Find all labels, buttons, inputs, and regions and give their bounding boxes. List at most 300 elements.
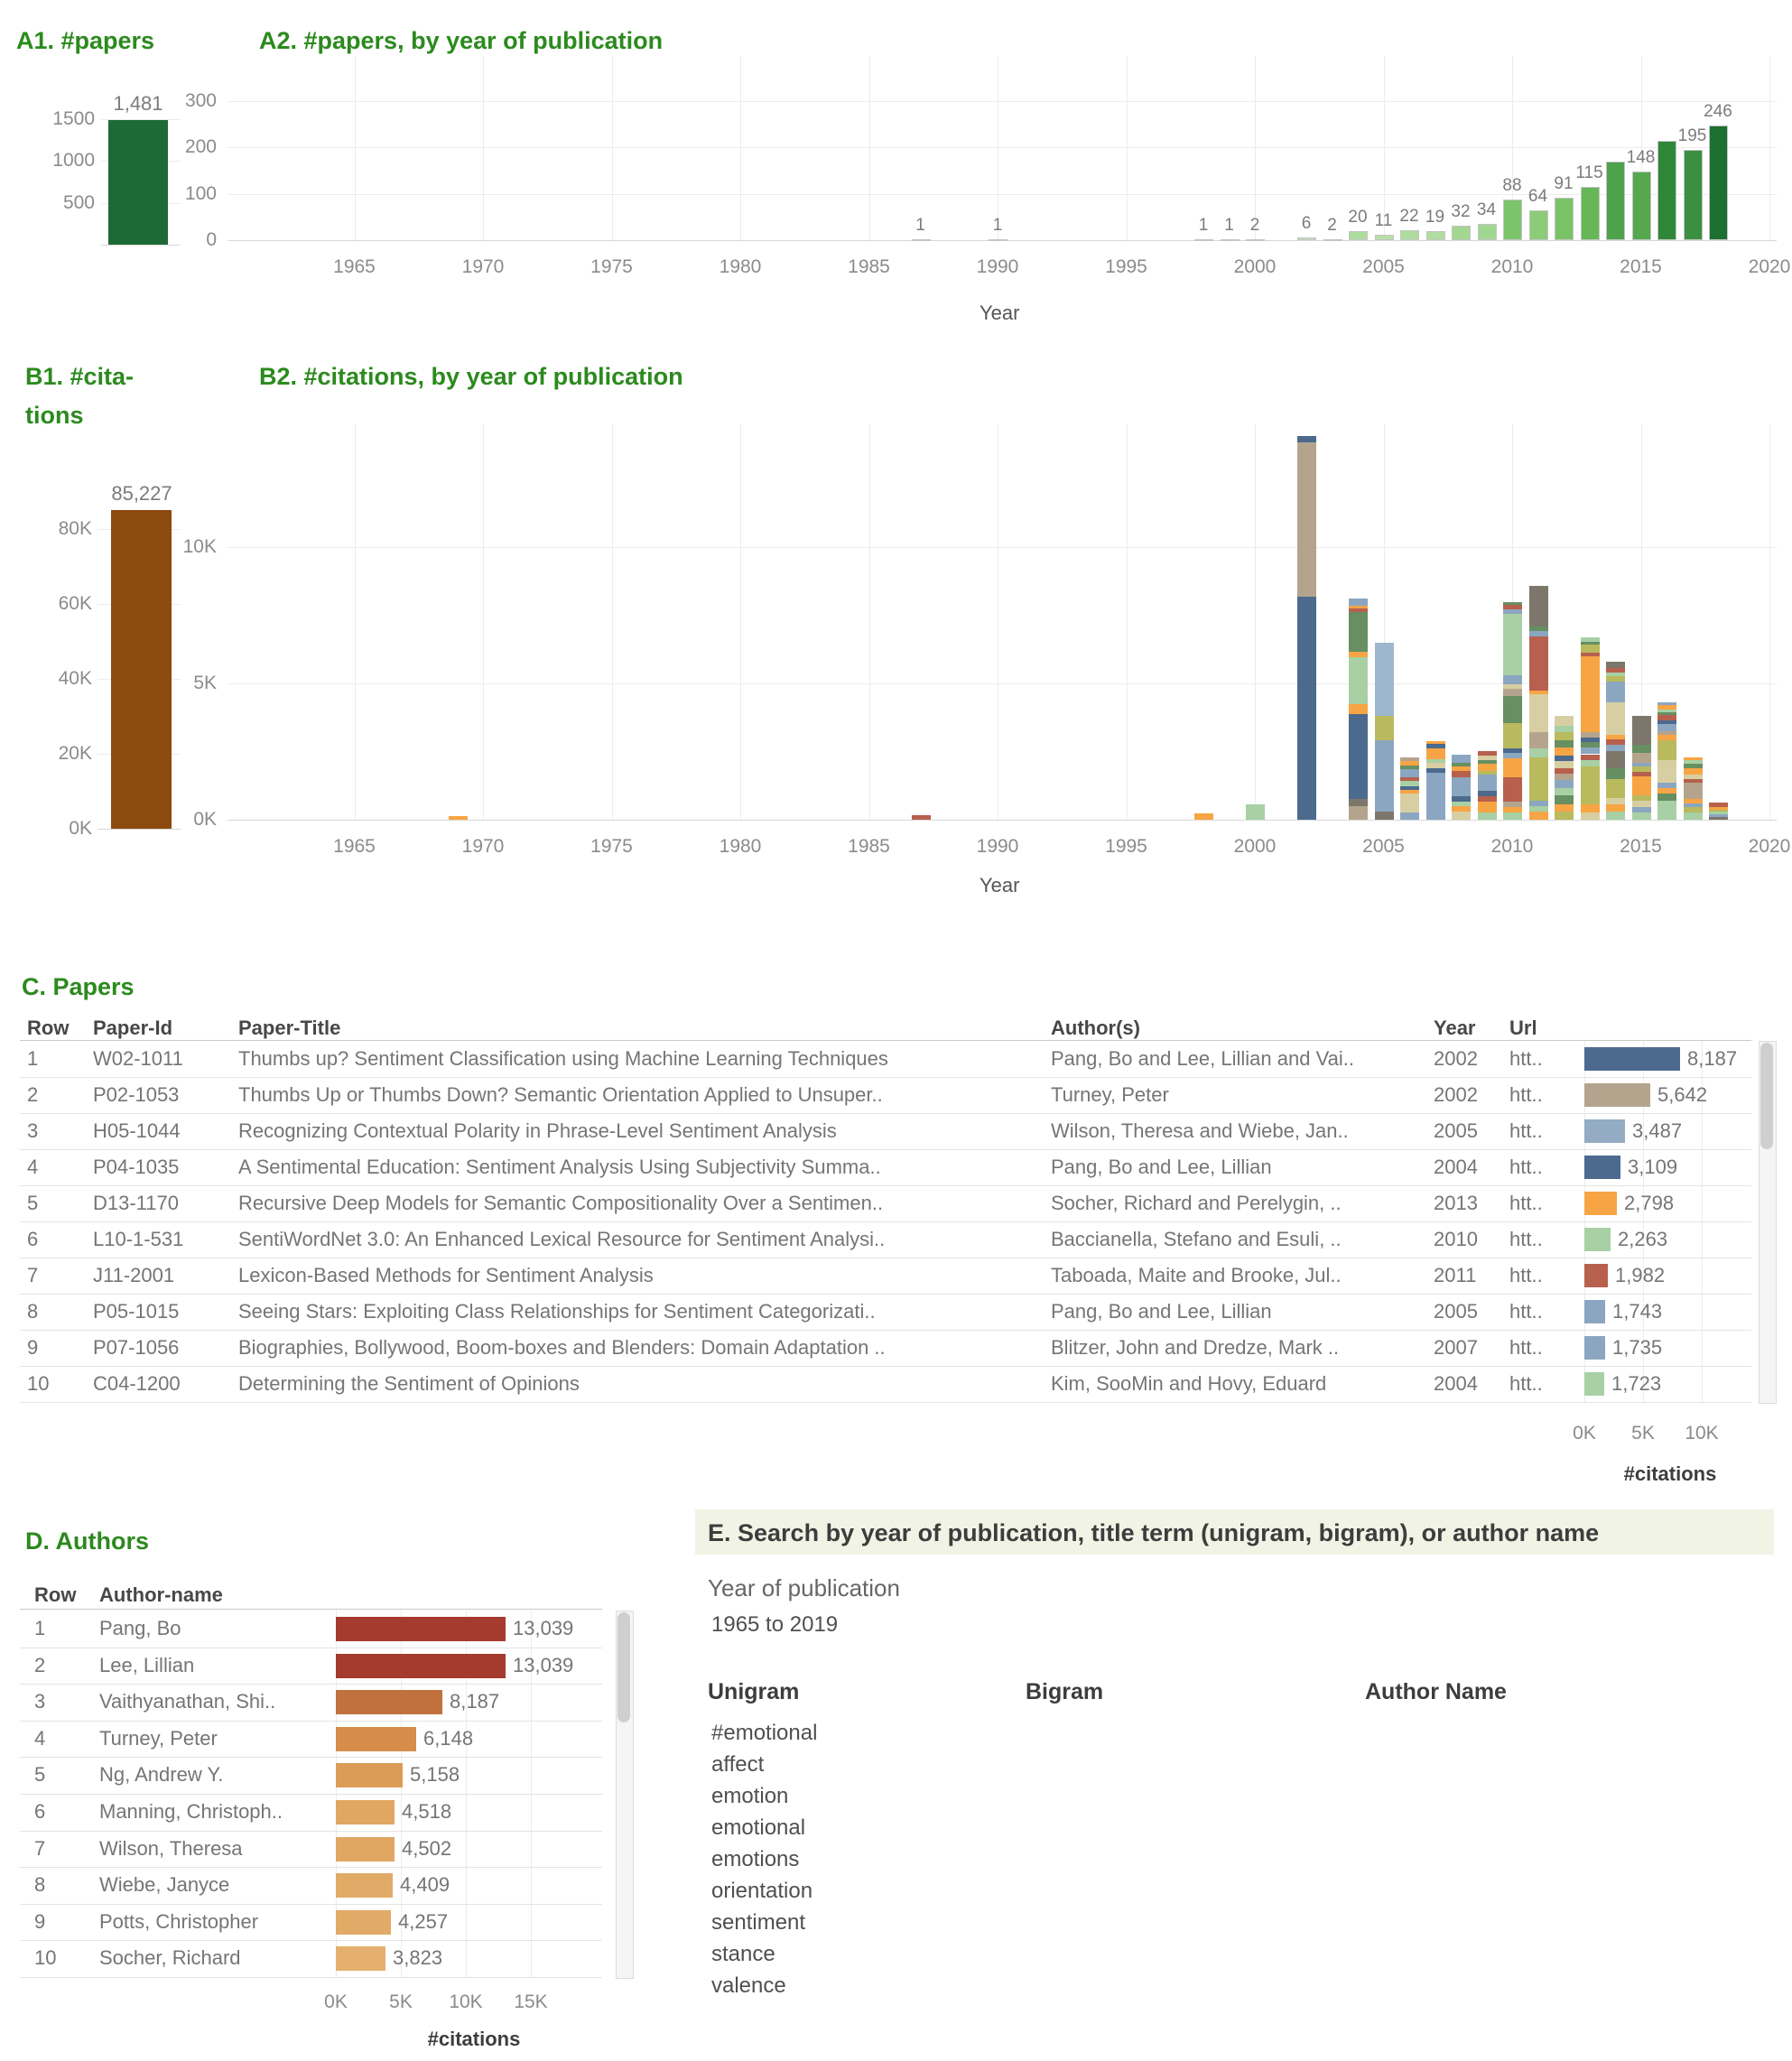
b2-bar-segment[interactable] <box>1503 696 1522 723</box>
b2-bar-segment[interactable] <box>1529 636 1548 691</box>
b2-bar-segment[interactable] <box>1529 627 1548 631</box>
b2-bar-segment[interactable] <box>1657 788 1676 794</box>
b2-bar-segment[interactable] <box>1555 732 1574 740</box>
b2-bar-segment[interactable] <box>1452 771 1471 778</box>
b2-bar-segment[interactable] <box>1529 586 1548 627</box>
unigram-item[interactable]: emotional <box>711 1815 806 1840</box>
papers-table-row[interactable] <box>20 1149 1751 1186</box>
b2-bar-segment[interactable] <box>1400 812 1419 820</box>
papers-table-row[interactable] <box>20 1294 1751 1331</box>
unigram-list-header: Unigram <box>708 1679 800 1704</box>
b2-bar-segment[interactable] <box>1606 751 1625 767</box>
authors-citations-bar[interactable] <box>336 1727 416 1751</box>
b2-bar-segment[interactable] <box>1400 757 1419 761</box>
b2-bar-segment[interactable] <box>1452 763 1471 766</box>
b2-bar-segment[interactable] <box>1452 777 1471 796</box>
b2-bar-segment[interactable] <box>1657 710 1676 712</box>
b2-bar-segment[interactable] <box>1581 642 1600 645</box>
b2-bar-segment[interactable] <box>1684 764 1703 768</box>
b2-bar-segment[interactable] <box>1606 735 1625 739</box>
b2-bar-segment[interactable] <box>1657 731 1676 736</box>
b2-xtick: 1975 <box>590 836 633 857</box>
authors-row-name: Socher, Richard <box>99 1946 241 1970</box>
b2-bar-segment[interactable] <box>1349 714 1368 799</box>
b2-bar-segment[interactable] <box>1426 759 1445 763</box>
a2-bar[interactable] <box>1657 141 1676 240</box>
a2-bar[interactable] <box>1555 198 1574 240</box>
b2-bar-segment[interactable] <box>1349 652 1368 657</box>
b2-bar-segment[interactable] <box>1606 668 1625 673</box>
b2-bar-segment[interactable] <box>1581 766 1600 804</box>
b2-bar-segment[interactable] <box>1529 748 1548 757</box>
b2-bar-segment[interactable] <box>1452 766 1471 771</box>
b2-bar-segment[interactable] <box>1426 748 1445 759</box>
b2-bar-segment[interactable] <box>1684 799 1703 803</box>
b2-bar-segment[interactable] <box>1606 739 1625 745</box>
b2-bar-segment[interactable] <box>1503 802 1522 807</box>
b2-bar-segment[interactable] <box>1503 807 1522 812</box>
b2-bar-segment[interactable] <box>1632 795 1651 801</box>
authors-citations-axis-title: #citations <box>427 2028 521 2050</box>
authors-table-row[interactable] <box>20 1757 602 1795</box>
b2-bar-segment[interactable] <box>1426 768 1445 773</box>
authors-table-row[interactable] <box>20 1831 602 1869</box>
a2-bar[interactable] <box>1297 237 1316 240</box>
a2-bar[interactable] <box>1684 150 1703 240</box>
b2-bar-segment[interactable] <box>1555 795 1574 805</box>
papers-citations-bar[interactable] <box>1584 1300 1605 1323</box>
b2-bar-segment[interactable] <box>1426 744 1445 748</box>
b2-bar-segment[interactable] <box>1632 807 1651 812</box>
b2-bar-segment[interactable] <box>1606 676 1625 682</box>
b2-xtick: 2015 <box>1620 836 1662 857</box>
b2-bar-segment[interactable] <box>1503 614 1522 675</box>
authors-citations-bar[interactable] <box>336 1763 403 1787</box>
a2-ytick: 0 <box>206 229 217 250</box>
b2-bar-segment[interactable] <box>1632 801 1651 808</box>
authors-citations-bar[interactable] <box>336 1654 506 1678</box>
b2-bar-segment[interactable] <box>1452 796 1471 802</box>
papers-row-id: L10-1-531 <box>93 1228 184 1250</box>
papers-scrollbar-thumb[interactable] <box>1760 1043 1773 1149</box>
a2-bar[interactable] <box>1709 125 1728 240</box>
b2-bar-segment[interactable] <box>1529 806 1548 812</box>
a2-bar[interactable] <box>1426 231 1445 240</box>
b2-bar-segment[interactable] <box>1375 716 1394 740</box>
a2-bar[interactable] <box>1632 172 1651 240</box>
papers-citations-bar[interactable] <box>1584 1192 1617 1215</box>
b2-bar-segment[interactable] <box>1581 760 1600 767</box>
a2-bar[interactable] <box>1400 230 1419 240</box>
unigram-item[interactable]: valence <box>711 1973 786 1998</box>
b2-bar-segment[interactable] <box>1606 779 1625 798</box>
b1-ytick: 80K <box>58 518 92 540</box>
a2-bar[interactable] <box>989 239 1007 241</box>
b2-bar-segment[interactable] <box>1478 764 1497 771</box>
a2-xtick: 2005 <box>1362 256 1405 277</box>
b1-bar-label: 85,227 <box>111 481 172 505</box>
authors-table-row[interactable] <box>20 1867 602 1905</box>
b2-bar-segment[interactable] <box>1349 704 1368 714</box>
b2-bar-segment[interactable] <box>1349 799 1368 806</box>
authors-table-row[interactable] <box>20 1611 602 1648</box>
b2-bar-segment[interactable] <box>1478 756 1497 760</box>
a2-bar[interactable] <box>1478 224 1497 240</box>
b2-gridline-h <box>227 547 1777 548</box>
b2-bar-segment[interactable] <box>1349 599 1368 606</box>
b2-bar-segment[interactable] <box>1684 803 1703 808</box>
b2-bar-segment[interactable] <box>1503 684 1522 689</box>
b2-bar-segment[interactable] <box>1529 801 1548 806</box>
b2-bar-segment[interactable] <box>1349 806 1368 820</box>
b2-bar-segment[interactable] <box>1606 768 1625 779</box>
papers-row-id: P07-1056 <box>93 1336 180 1359</box>
papers-citations-bar[interactable] <box>1584 1228 1611 1251</box>
authors-citations-bar[interactable] <box>336 1946 385 1971</box>
b2-bar-segment[interactable] <box>1606 798 1625 805</box>
b2-bar-segment[interactable] <box>1375 740 1394 812</box>
b2-bar-segment[interactable] <box>912 815 931 820</box>
b2-bar-segment[interactable] <box>1503 602 1522 605</box>
b2-bar-segment[interactable] <box>1657 720 1676 725</box>
b2-bar-segment[interactable] <box>1503 723 1522 749</box>
a2-bar[interactable] <box>912 239 931 241</box>
papers-row-url[interactable]: htt.. <box>1509 1083 1543 1106</box>
b2-bar-segment[interactable] <box>1503 748 1522 753</box>
b2-bar-segment[interactable] <box>1297 442 1316 596</box>
b2-bar-segment[interactable] <box>1375 812 1394 820</box>
authors-citations-value: 13,039 <box>513 1653 574 1676</box>
a2-bar[interactable] <box>1529 210 1548 240</box>
a2-bar-value: 195 <box>1677 125 1707 145</box>
b2-bar-segment[interactable] <box>1684 768 1703 775</box>
b2-bar-segment[interactable] <box>1581 747 1600 755</box>
b2-bar-segment[interactable] <box>1297 597 1316 820</box>
authors-citations-value: 4,409 <box>400 1873 450 1897</box>
b2-gridline-v <box>1255 424 1256 820</box>
unigram-item[interactable]: emotions <box>711 1847 800 1871</box>
papers-row-title: SentiWordNet 3.0: An Enhanced Lexical Resource for Sentiment Analysi.. <box>238 1228 886 1250</box>
year-filter-range[interactable]: 1965 to 2019 <box>711 1612 839 1637</box>
b2-bar-segment[interactable] <box>1246 804 1265 820</box>
b2-bar-segment[interactable] <box>1606 662 1625 669</box>
b2-bar-segment[interactable] <box>1555 804 1574 812</box>
unigram-item[interactable]: #emotional <box>711 1721 818 1745</box>
b2-bar-segment[interactable] <box>1452 755 1471 763</box>
papers-row-id: D13-1170 <box>93 1192 179 1214</box>
papers-citations-bar[interactable] <box>1584 1264 1608 1287</box>
b2-bar-segment[interactable] <box>1581 732 1600 738</box>
b2-bar-segment[interactable] <box>1555 768 1574 774</box>
papers-row-number: 7 <box>27 1264 39 1286</box>
b2-bar-segment[interactable] <box>1297 436 1316 443</box>
b2-bar-segment[interactable] <box>1581 742 1600 747</box>
authors-table-row[interactable] <box>20 1721 602 1759</box>
b2-bar-segment[interactable] <box>1194 813 1213 820</box>
b2-bar-segment[interactable] <box>1478 802 1497 812</box>
papers-row-url[interactable]: htt.. <box>1509 1300 1543 1323</box>
b2-bar-segment[interactable] <box>1684 812 1703 820</box>
papers-table-row[interactable] <box>20 1221 1751 1258</box>
papers-row-url[interactable]: htt.. <box>1509 1192 1543 1214</box>
a2-bar[interactable] <box>1606 162 1625 240</box>
b2-bar-segment[interactable] <box>1632 772 1651 776</box>
b2-bar-segment[interactable] <box>1503 758 1522 777</box>
papers-citations-bar[interactable] <box>1584 1083 1650 1107</box>
b2-bar-segment[interactable] <box>1606 682 1625 702</box>
b2-bar-segment[interactable] <box>1400 769 1419 777</box>
b2-bar-segment[interactable] <box>1709 812 1728 814</box>
b2-bar-segment[interactable] <box>1349 657 1368 704</box>
papers-row-url[interactable]: htt.. <box>1509 1156 1543 1178</box>
a2-bar[interactable] <box>1323 239 1342 241</box>
papers-row-number: 3 <box>27 1119 39 1142</box>
b2-bar-segment[interactable] <box>1478 760 1497 765</box>
panel-c-title: C. Papers <box>22 973 135 1000</box>
authors-table-row[interactable] <box>20 1940 602 1978</box>
papers-row-url[interactable]: htt.. <box>1509 1119 1543 1142</box>
b2-bar-segment[interactable] <box>1684 807 1703 812</box>
papers-table-row[interactable] <box>20 1185 1751 1222</box>
b2-bar-segment[interactable] <box>1400 761 1419 766</box>
b2-bar-segment[interactable] <box>1529 732 1548 748</box>
b2-bar-segment[interactable] <box>1709 810 1728 812</box>
b2-bar-segment[interactable] <box>1581 812 1600 820</box>
b2-bar-segment[interactable] <box>1555 761 1574 768</box>
a2-bar[interactable] <box>1452 226 1471 240</box>
b2-bar-segment[interactable] <box>1684 760 1703 765</box>
b2-axis-line <box>227 820 1777 821</box>
b2-bar-segment[interactable] <box>1606 804 1625 812</box>
b2-bar-segment[interactable] <box>1503 605 1522 609</box>
unigram-item[interactable]: stance <box>711 1942 775 1966</box>
unigram-item[interactable]: orientation <box>711 1879 813 1903</box>
b2-bar-segment[interactable] <box>1555 716 1574 726</box>
b2-bar-segment[interactable] <box>1452 812 1471 820</box>
a2-xtick: 2000 <box>1233 256 1277 277</box>
papers-row-url[interactable]: htt.. <box>1509 1228 1543 1250</box>
authors-scrollbar-thumb[interactable] <box>617 1612 630 1722</box>
papers-citations-bar[interactable] <box>1584 1047 1680 1071</box>
b2-bar-segment[interactable] <box>1632 763 1651 767</box>
b2-bar-segment[interactable] <box>1349 606 1368 608</box>
b2-bar-segment[interactable] <box>1555 774 1574 781</box>
b1-ytick: 20K <box>58 743 92 765</box>
b2-bar-segment[interactable] <box>1349 612 1368 652</box>
b2-bar-segment[interactable] <box>1606 673 1625 677</box>
authors-citations-bar[interactable] <box>336 1800 395 1824</box>
b2-bar-segment[interactable] <box>1632 776 1651 795</box>
b2-bar-segment[interactable] <box>1657 702 1676 705</box>
authors-row-number: 10 <box>34 1946 57 1970</box>
b2-bar-segment[interactable] <box>1657 712 1676 716</box>
b2-bar-segment[interactable] <box>1503 609 1522 614</box>
b2-bar-segment[interactable] <box>1375 643 1394 717</box>
b2-bar-segment[interactable] <box>1503 689 1522 696</box>
a2-bar[interactable] <box>1375 235 1394 240</box>
b2-bar-segment[interactable] <box>1555 812 1574 820</box>
b2-bar-segment[interactable] <box>1657 740 1676 759</box>
b2-bar-segment[interactable] <box>1400 790 1419 794</box>
b2-bar-segment[interactable] <box>1529 631 1548 636</box>
b2-bar-segment[interactable] <box>1657 760 1676 784</box>
b2-bar-segment[interactable] <box>1709 803 1728 807</box>
b2-xtick: 1965 <box>333 836 376 857</box>
b2-bar-segment[interactable] <box>1478 796 1497 802</box>
b2-bar-segment[interactable] <box>1529 757 1548 801</box>
a2-bar-value: 1 <box>1224 216 1234 235</box>
b2-bar-segment[interactable] <box>1503 812 1522 820</box>
authors-citations-bar[interactable] <box>336 1617 506 1641</box>
b2-bar-segment[interactable] <box>1529 694 1548 732</box>
papers-citations-bar[interactable] <box>1584 1336 1605 1360</box>
b2-bar-segment[interactable] <box>1555 740 1574 747</box>
b2-bar-segment[interactable] <box>1606 812 1625 820</box>
b2-bar-segment[interactable] <box>1684 757 1703 760</box>
b2-bar-segment[interactable] <box>1478 771 1497 775</box>
b2-bar-segment[interactable] <box>1657 705 1676 710</box>
authors-row-name: Turney, Peter <box>99 1726 218 1750</box>
b2-bar-segment[interactable] <box>1684 783 1703 799</box>
b2-bar-segment[interactable] <box>1400 781 1419 786</box>
unigram-item[interactable]: sentiment <box>711 1910 806 1935</box>
b2-bar-segment[interactable] <box>1503 675 1522 685</box>
b2-bar-segment[interactable] <box>1684 775 1703 779</box>
b2-bar-segment[interactable] <box>1555 780 1574 788</box>
papers-citations-bar[interactable] <box>1584 1119 1625 1143</box>
b2-bar-segment[interactable] <box>1503 753 1522 758</box>
b2-bar-segment[interactable] <box>1657 794 1676 801</box>
b2-bar-segment[interactable] <box>1529 812 1548 820</box>
b2-xtick: 2000 <box>1233 836 1277 857</box>
a2-gridline-v <box>355 56 356 240</box>
b2-bar-segment[interactable] <box>1632 716 1651 745</box>
b2-bar-segment[interactable] <box>1632 745 1651 753</box>
papers-citations-bar[interactable] <box>1584 1156 1620 1179</box>
a2-xtick: 1970 <box>461 256 505 277</box>
b2-xtick: 1995 <box>1105 836 1147 857</box>
b2-bar-segment[interactable] <box>1709 817 1728 820</box>
b2-bar-segment[interactable] <box>1581 645 1600 653</box>
b2-bar-segment[interactable] <box>1503 777 1522 802</box>
b2-bar-segment[interactable] <box>1632 753 1651 763</box>
b2-bar-segment[interactable] <box>1452 806 1471 812</box>
authors-table-row[interactable] <box>20 1794 602 1832</box>
a2-bar-value: 1 <box>992 216 1003 235</box>
papers-row-url[interactable]: htt.. <box>1509 1047 1543 1070</box>
b2-bar-segment[interactable] <box>1478 751 1497 756</box>
b2-bar-segment[interactable] <box>1657 715 1676 719</box>
a2-bar[interactable] <box>1246 239 1265 241</box>
b2-bar-segment[interactable] <box>1478 775 1497 791</box>
papers-row-url[interactable]: htt.. <box>1509 1372 1543 1395</box>
papers-row-number: 10 <box>27 1372 50 1395</box>
a1-ytick: 1500 <box>52 107 95 129</box>
a2-gridline-v <box>612 56 613 240</box>
b2-bar-segment[interactable] <box>1426 763 1445 768</box>
papers-citations-bar[interactable] <box>1584 1372 1604 1396</box>
b2-bar-segment[interactable] <box>1400 794 1419 812</box>
b2-bar-segment[interactable] <box>1581 804 1600 812</box>
papers-row-year: 2011 <box>1434 1264 1477 1286</box>
papers-row-url[interactable]: htt.. <box>1509 1336 1543 1359</box>
papers-citations-value: 1,982 <box>1615 1264 1666 1286</box>
b2-bar-segment[interactable] <box>1657 735 1676 740</box>
a2-bar[interactable] <box>1221 239 1240 241</box>
a2-bar-value: 91 <box>1554 174 1574 194</box>
papers-table-row[interactable] <box>20 1330 1751 1367</box>
authors-table-row[interactable] <box>20 1648 602 1685</box>
b2-bar-segment[interactable] <box>1400 786 1419 790</box>
authors-table-row[interactable] <box>20 1684 602 1722</box>
b2-bar-segment[interactable] <box>1709 814 1728 817</box>
b2-bar-segment[interactable] <box>1555 788 1574 795</box>
b2-bar-segment[interactable] <box>1709 807 1728 809</box>
b2-bar-segment[interactable] <box>1632 766 1651 772</box>
b2-bar-segment[interactable] <box>1400 766 1419 768</box>
b2-ytick: 5K <box>193 672 217 693</box>
b2-bar-segment[interactable] <box>1555 756 1574 761</box>
a2-bar[interactable] <box>1581 187 1600 240</box>
unigram-item[interactable]: affect <box>711 1752 765 1777</box>
b2-bar-segment[interactable] <box>1478 791 1497 796</box>
authors-table-row[interactable] <box>20 1904 602 1942</box>
b2-bar-segment[interactable] <box>1555 726 1574 733</box>
b2-bar-segment[interactable] <box>1529 691 1548 695</box>
b2-bar-segment[interactable] <box>1657 783 1676 788</box>
b2-bar-segment[interactable] <box>1581 653 1600 656</box>
authors-row-number: 6 <box>34 1800 46 1823</box>
papers-table-row[interactable] <box>20 1113 1751 1150</box>
b2-bar-segment[interactable] <box>1684 779 1703 784</box>
b2-bar-segment[interactable] <box>1581 755 1600 760</box>
b2-bar-segment[interactable] <box>1606 745 1625 752</box>
authors-citations-bar[interactable] <box>336 1690 442 1714</box>
b2-bar-segment[interactable] <box>1426 773 1445 820</box>
panel-a2-title: A2. #papers, by year of publication <box>259 27 664 54</box>
authors-citations-bar[interactable] <box>336 1910 391 1935</box>
authors-citations-bar[interactable] <box>336 1873 393 1898</box>
a2-bar[interactable] <box>1349 231 1368 240</box>
b2-bar-segment[interactable] <box>1452 802 1471 806</box>
b2-bar-segment[interactable] <box>1478 812 1497 820</box>
b2-bar-segment[interactable] <box>1606 702 1625 735</box>
b2-bar-segment[interactable] <box>1581 738 1600 742</box>
b2-bar-segment[interactable] <box>1349 608 1368 613</box>
papers-table-row[interactable] <box>20 1077 1751 1114</box>
b2-bar-segment[interactable] <box>449 816 468 820</box>
papers-table-row[interactable] <box>20 1366 1751 1403</box>
a2-gridline-h <box>227 101 1777 102</box>
b2-bar-segment[interactable] <box>1657 801 1676 820</box>
b2-bar-segment[interactable] <box>1555 747 1574 756</box>
b2-bar-segment[interactable] <box>1426 741 1445 744</box>
b2-bar-segment[interactable] <box>1581 656 1600 733</box>
papers-row-url[interactable]: htt.. <box>1509 1264 1543 1286</box>
b2-xtick: 1985 <box>848 836 890 857</box>
b2-bar-segment[interactable] <box>1581 637 1600 642</box>
b2-bar-segment[interactable] <box>1632 812 1651 820</box>
authors-citations-value: 8,187 <box>450 1690 500 1713</box>
unigram-item[interactable]: emotion <box>711 1784 789 1808</box>
b2-bar-segment[interactable] <box>1657 724 1676 731</box>
papers-row-title: Recursive Deep Models for Semantic Compositionality Over a Sentimen.. <box>238 1192 884 1214</box>
authors-citations-bar[interactable] <box>336 1837 395 1861</box>
a2-bar[interactable] <box>1194 239 1213 241</box>
papers-table-row[interactable] <box>20 1258 1751 1295</box>
b2-bar-segment[interactable] <box>1400 777 1419 782</box>
papers-table-row[interactable] <box>20 1041 1751 1078</box>
